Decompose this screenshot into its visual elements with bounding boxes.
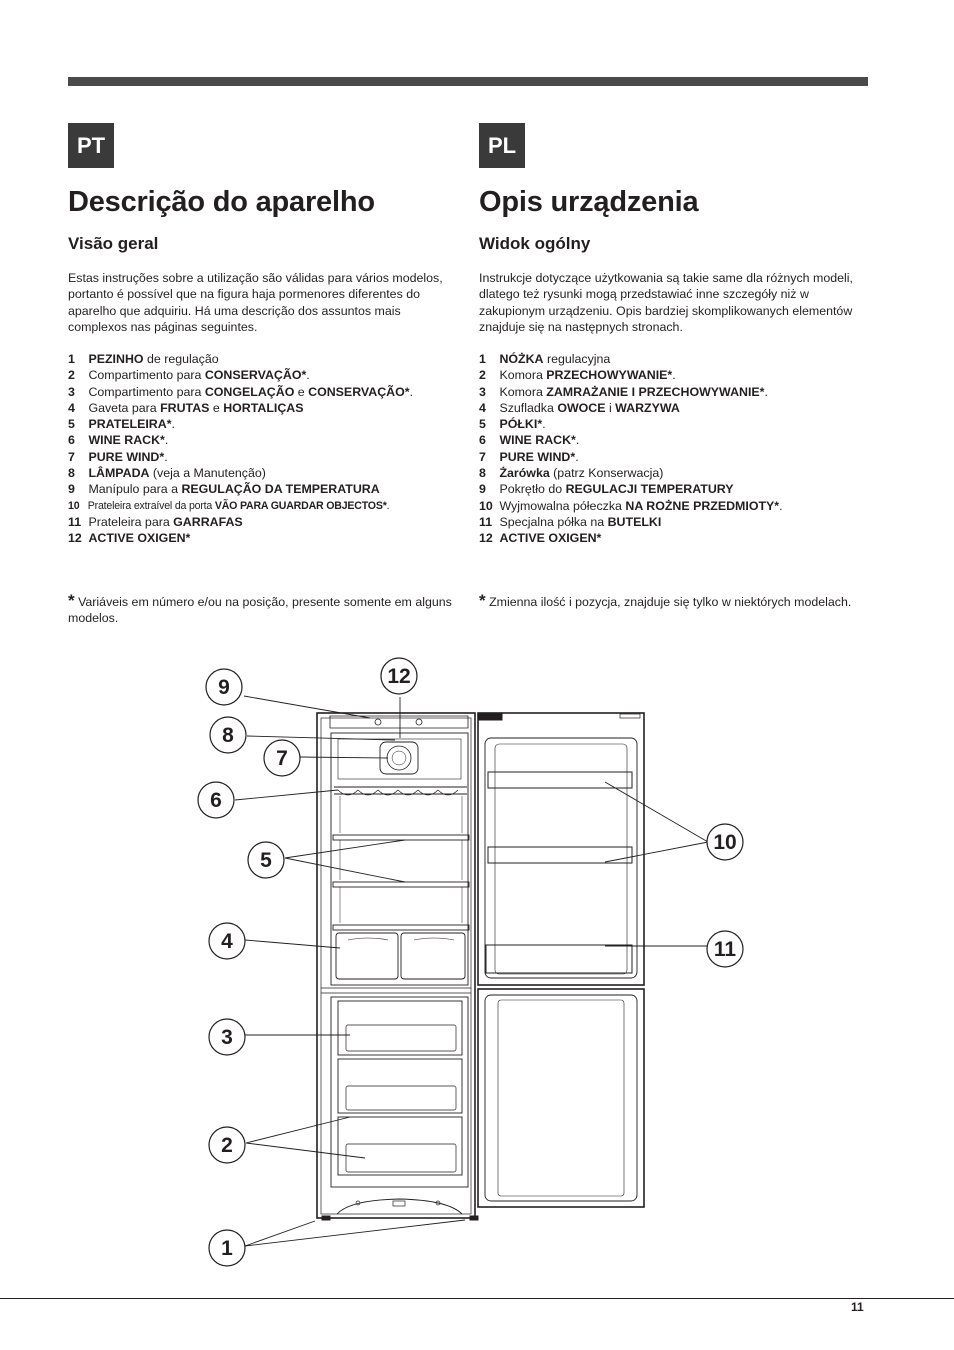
part-bold: ZAMRAŻANIE I PRZECHOWYWANIE* (546, 384, 765, 399)
part-item (68, 465, 413, 481)
part-n: 9 (479, 482, 486, 497)
part-post: . (164, 449, 168, 464)
part-post: de regulação (143, 352, 219, 366)
part-item (68, 530, 413, 546)
part-bold: GARRAFAS (173, 514, 243, 529)
part-post: . (672, 368, 676, 383)
part-pre: Komora (499, 384, 547, 399)
part-n: 6 (68, 433, 75, 448)
part-n: 4 (68, 400, 75, 415)
part-bold: NA ROŻNE PRZEDMIOTY* (625, 498, 780, 513)
intro-text-pt: Estas instruções sobre a utilização são válidas para vários modelos, portanto é possível que na figura haja pormenores diferentes do aparelho que adquiriu. Há uma descrição dos assuntos mais complexos nas páginas seguintes. (68, 271, 443, 334)
part-post: (veja a Manutenção) (149, 466, 266, 481)
footnote-text: Variáveis em número e/ou na posição, presente somente em alguns modelos. (68, 595, 452, 626)
part-item (68, 416, 413, 432)
header-rule (68, 77, 868, 86)
part-item (479, 498, 783, 514)
part-bold: PRATELEIRA* (88, 417, 172, 432)
part-pre: Prateleira para (88, 514, 174, 529)
part-bold: PEZINHO (88, 352, 144, 366)
part-pre: Prateleira extraível da porta (87, 499, 215, 512)
part-item (68, 432, 413, 448)
part-bold2: CONSERVAÇÃO* (308, 384, 410, 399)
part-post: . (542, 417, 546, 432)
part-n: 1 (479, 352, 486, 366)
part-pre: Compartimento para (88, 384, 205, 399)
parts-list-pt (68, 351, 413, 547)
part-n: 7 (479, 449, 486, 464)
part-item (68, 449, 413, 465)
part-post: (patrz Konserwacja) (549, 466, 664, 481)
part-item (479, 465, 783, 481)
part-item (479, 514, 783, 530)
part-bold: BUTELKI (607, 514, 662, 529)
part-pre: Gaveta para (88, 400, 161, 415)
part-bold: CONSERVAÇÃO* (204, 368, 307, 383)
part-n: 3 (479, 384, 486, 399)
part-post: . (764, 384, 768, 399)
part-bold: OWOCE (557, 400, 606, 415)
footnote-star: * (68, 591, 75, 610)
callout-markers (198, 658, 743, 1266)
part-bold: LÂMPADA (88, 466, 150, 481)
callout-label-10: 10 (713, 831, 737, 854)
part-bold: ACTIVE OXIGEN* (88, 531, 191, 546)
part-item (68, 351, 413, 367)
callout-label-8: 8 (222, 724, 234, 747)
part-bold: NÓŻKA (499, 352, 544, 366)
footnote-star: * (479, 591, 486, 610)
callout-label-6: 6 (210, 789, 222, 812)
part-post: . (575, 449, 579, 464)
part-n: 6 (479, 433, 486, 448)
callout-label-3: 3 (221, 1026, 233, 1049)
callout-label-7: 7 (276, 747, 288, 770)
part-n: 2 (479, 368, 486, 383)
part-bold2: WARZYWA (615, 400, 680, 415)
part-item (479, 367, 783, 383)
part-bold: Żarówka (499, 466, 550, 481)
fridge-diagram (0, 640, 954, 1280)
part-pre: Szufladka (499, 400, 558, 415)
part-item (479, 351, 783, 367)
part-bold2: HORTALIÇAS (223, 400, 304, 415)
freezer-door (478, 989, 644, 1207)
part-n: 11 (68, 514, 82, 529)
callout-label-4: 4 (221, 930, 233, 953)
part-item (479, 481, 783, 497)
part-pre: Manípulo para a (88, 482, 182, 497)
part-pre: Compartimento para (88, 368, 205, 383)
language-badge-pl: PL (479, 123, 525, 168)
part-n: 1 (68, 352, 75, 366)
language-badge-pt: PT (68, 123, 114, 168)
callout-label-12: 12 (387, 665, 411, 688)
part-post: . (164, 433, 169, 448)
section-subtitle-pt: Visão geral (68, 234, 159, 253)
part-post: regulacyjna (543, 352, 611, 366)
part-post: . (171, 417, 175, 432)
part-post: . (779, 498, 783, 513)
part-item (479, 432, 783, 448)
part-item (68, 367, 413, 383)
page-title-pt: Descrição do aparelho (68, 186, 375, 218)
part-item (68, 514, 413, 530)
part-bold: PRZECHOWYWANIE* (546, 368, 673, 383)
part-n: 5 (68, 417, 75, 432)
part-pre: Komora (499, 368, 547, 383)
part-bold: CONGELAÇÃO (204, 384, 295, 399)
footnote-pt (68, 593, 458, 627)
part-n: 8 (479, 466, 486, 481)
part-item (68, 384, 413, 400)
part-n: 5 (479, 417, 486, 432)
page-number: 11 (851, 1300, 864, 1314)
part-n: 4 (479, 400, 486, 415)
fridge-door (478, 713, 644, 985)
part-bold: REGULAÇÃO DA TEMPERATURA (181, 482, 380, 497)
part-item (479, 530, 783, 546)
part-item (68, 498, 413, 514)
part-pre: Pokrętło do (499, 482, 566, 497)
part-n: 12 (479, 531, 493, 546)
part-n: 7 (68, 449, 75, 464)
part-bold: PURE WIND* (499, 449, 576, 464)
part-item (479, 416, 783, 432)
part-bold: ACTIVE OXIGEN* (499, 531, 602, 546)
footer-rule (0, 1298, 954, 1299)
callout-label-2: 2 (221, 1134, 233, 1157)
part-item (68, 400, 413, 416)
part-item (479, 400, 783, 416)
callout-label-9: 9 (218, 676, 230, 699)
part-n: 2 (68, 368, 75, 383)
part-item (479, 384, 783, 400)
callout-label-11: 11 (713, 938, 737, 961)
part-bold: WINE RACK* (499, 433, 576, 448)
section-subtitle-pl: Widok ogólny (479, 234, 591, 253)
part-post: . (575, 433, 580, 448)
fridge-cabinet (317, 713, 478, 1220)
part-mid: e (209, 400, 224, 415)
part-bold: PURE WIND* (88, 449, 165, 464)
part-post: . (306, 368, 310, 383)
part-n: 10 (479, 498, 493, 513)
part-n: 11 (479, 514, 493, 529)
intro-text-pl: Instrukcje dotyczące użytkowania są takie same dla różnych modeli, dlatego też rysunki mogą przedstawiać inne szczegóły niż w zakupionym urządzeniu. Opis bardziej skomplikowanych elementów znajduje się na następnych stronach. (479, 271, 853, 334)
part-post: . (409, 384, 414, 399)
part-n: 3 (68, 384, 75, 399)
part-pre: Wyjmowalna półeczka (499, 498, 626, 513)
part-mid: i (605, 400, 616, 415)
footnote-text: Zmienna ilość i pozycja, znajduje się tylko w niektórych modelach. (485, 595, 852, 609)
callout-label-5: 5 (260, 849, 272, 872)
callout-label-1: 1 (221, 1237, 233, 1260)
part-n: 10 (68, 499, 80, 512)
part-bold: FRUTAS (160, 400, 210, 415)
part-bold: WINE RACK* (88, 433, 165, 448)
part-n: 12 (68, 531, 82, 546)
part-bold: REGULACJI TEMPERATURY (565, 482, 734, 497)
parts-list-pl (479, 351, 783, 547)
footnote-pl (479, 593, 869, 610)
part-bold: PÓŁKI* (499, 417, 543, 432)
part-item (68, 481, 413, 497)
part-item (479, 449, 783, 465)
part-mid: e (294, 384, 309, 399)
page-title-pl: Opis urządzenia (479, 186, 699, 218)
part-n: 9 (68, 482, 75, 497)
part-pre: Specjalna półka na (499, 514, 608, 529)
part-bold: VÃO PARA GUARDAR OBJECTOS* (214, 499, 387, 512)
part-n: 8 (68, 466, 75, 481)
part-post: . (386, 499, 390, 512)
